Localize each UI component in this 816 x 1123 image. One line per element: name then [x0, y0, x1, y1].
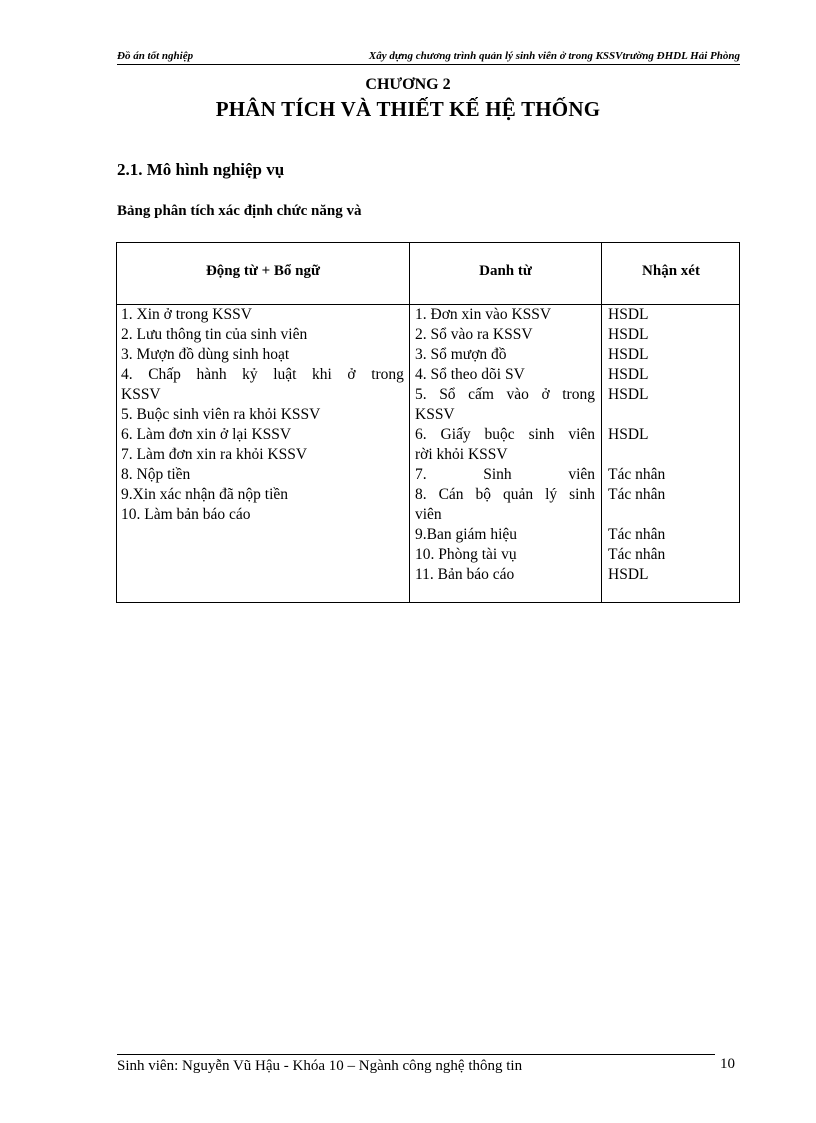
table-cell-line: 8. Nộp tiền [121, 466, 191, 483]
word: kỷ [242, 366, 258, 383]
column-divider [409, 243, 410, 602]
word: cấm [468, 386, 494, 403]
table-cell-line [415, 385, 595, 405]
table-cell-line [608, 505, 736, 525]
word: 6. [415, 426, 427, 443]
word: Sổ [439, 386, 456, 403]
table-cell-line: HSDL [608, 426, 649, 443]
table-cell-line: HSDL [608, 326, 649, 343]
word: viên [568, 466, 595, 483]
column-verbs [121, 305, 404, 525]
word: trong [562, 386, 595, 403]
table-cell-line: 1. Đơn xin vào KSSV [415, 306, 552, 323]
word: 4. [121, 366, 133, 383]
word: lý [545, 486, 558, 503]
table-cell-line: 7. Làm đơn xin ra khỏi KSSV [121, 446, 308, 463]
table-cell-line: Tác nhân [608, 466, 666, 483]
table-cell-line: 3. Sổ mượn đồ [415, 346, 507, 363]
table-cell-line: viên [415, 506, 442, 523]
table-cell-line [608, 405, 736, 425]
table-cell-line: 9.Xin xác nhận đã nộp tiền [121, 486, 289, 503]
page-number: 10 [720, 1056, 735, 1072]
table-cell-line: HSDL [608, 346, 649, 363]
table-cell-line: HSDL [608, 366, 649, 383]
footer-text: Sinh viên: Nguyễn Vũ Hậu - Khóa 10 – Ngành công nghệ thông tin [117, 1058, 523, 1074]
analysis-table [116, 242, 740, 603]
column-header-verbs: Động từ + Bổ ngữ [205, 263, 321, 279]
running-header [117, 50, 740, 65]
chapter-title: PHÂN TÍCH VÀ THIẾT KẾ HỆ THỐNG [215, 97, 601, 121]
word: hành [196, 366, 227, 383]
table-cell-line [121, 365, 404, 385]
table-cell-line: Tác nhân [608, 546, 666, 563]
chapter-number: CHƯƠNG 2 [365, 76, 451, 93]
word: quản [503, 486, 534, 503]
table-cell-line: KSSV [121, 386, 161, 403]
table-cell-line: 2. Sổ vào ra KSSV [415, 326, 533, 343]
section-title: 2.1. Mô hình nghiệp vụ [117, 160, 285, 179]
table-cell-line [608, 445, 736, 465]
table-cell-line: HSDL [608, 566, 649, 583]
word: sinh [528, 426, 555, 443]
table-cell-line: KSSV [415, 406, 455, 423]
word: Giấy [440, 426, 471, 443]
table-cell-line: 6. Làm đơn xin ở lại KSSV [121, 426, 292, 443]
word: sinh [569, 486, 595, 503]
footer-rule [117, 1054, 715, 1055]
column-remarks [608, 305, 736, 585]
table-cell-line: 2. Lưu thông tin của sinh viên [121, 326, 308, 343]
column-divider [601, 243, 602, 602]
table-cell-line: 11. Bản báo cáo [415, 566, 515, 583]
word: Cán [438, 486, 464, 503]
word: Chấp [148, 366, 181, 383]
column-header-remarks: Nhận xét [642, 263, 700, 279]
table-caption: Bảng phân tích xác định chức năng và [117, 203, 362, 219]
word: ở [347, 366, 356, 383]
table-cell-line: HSDL [608, 306, 649, 323]
table-cell-line: 4. Sổ theo dõi SV [415, 366, 525, 383]
word: vào [506, 386, 529, 403]
table-cell-line: 5. Buộc sinh viên ra khỏi KSSV [121, 406, 321, 423]
word: khi [312, 366, 332, 383]
word: 8. [415, 486, 427, 503]
word: bộ [475, 486, 492, 503]
word: luật [273, 366, 297, 383]
table-cell-line [415, 425, 595, 445]
word: trong [371, 366, 404, 383]
table-cell-line: Tác nhân [608, 526, 666, 543]
word: 5. [415, 386, 427, 403]
word: ở [541, 386, 550, 403]
table-cell-line: 9.Ban giám hiệu [415, 526, 518, 543]
table-cell-line [415, 485, 595, 505]
word: buộc [484, 426, 515, 443]
table-cell-line: rời khỏi KSSV [415, 446, 508, 463]
table-cell-line: 10. Làm bản báo cáo [121, 506, 251, 523]
word: Sinh [483, 466, 512, 483]
table-cell-line: HSDL [608, 386, 649, 403]
table-cell-line: 3. Mượn đồ dùng sinh hoạt [121, 346, 290, 363]
table-cell-line: 1. Xin ở trong KSSV [121, 306, 252, 323]
table-cell-line: Tác nhân [608, 486, 666, 503]
word: 7. [415, 466, 427, 483]
word: viên [568, 426, 595, 443]
table-cell-line [415, 465, 595, 485]
column-header-nouns: Danh từ [479, 263, 532, 279]
table-cell-line: 10. Phòng tài vụ [415, 546, 517, 563]
header-right: Xây dựng chương trình quản lý sinh viên ở trong KSSVtrường ĐHDL Hải Phòng [368, 50, 740, 62]
header-left: Đồ án tốt nghiệp [117, 50, 194, 62]
column-nouns [415, 305, 595, 585]
